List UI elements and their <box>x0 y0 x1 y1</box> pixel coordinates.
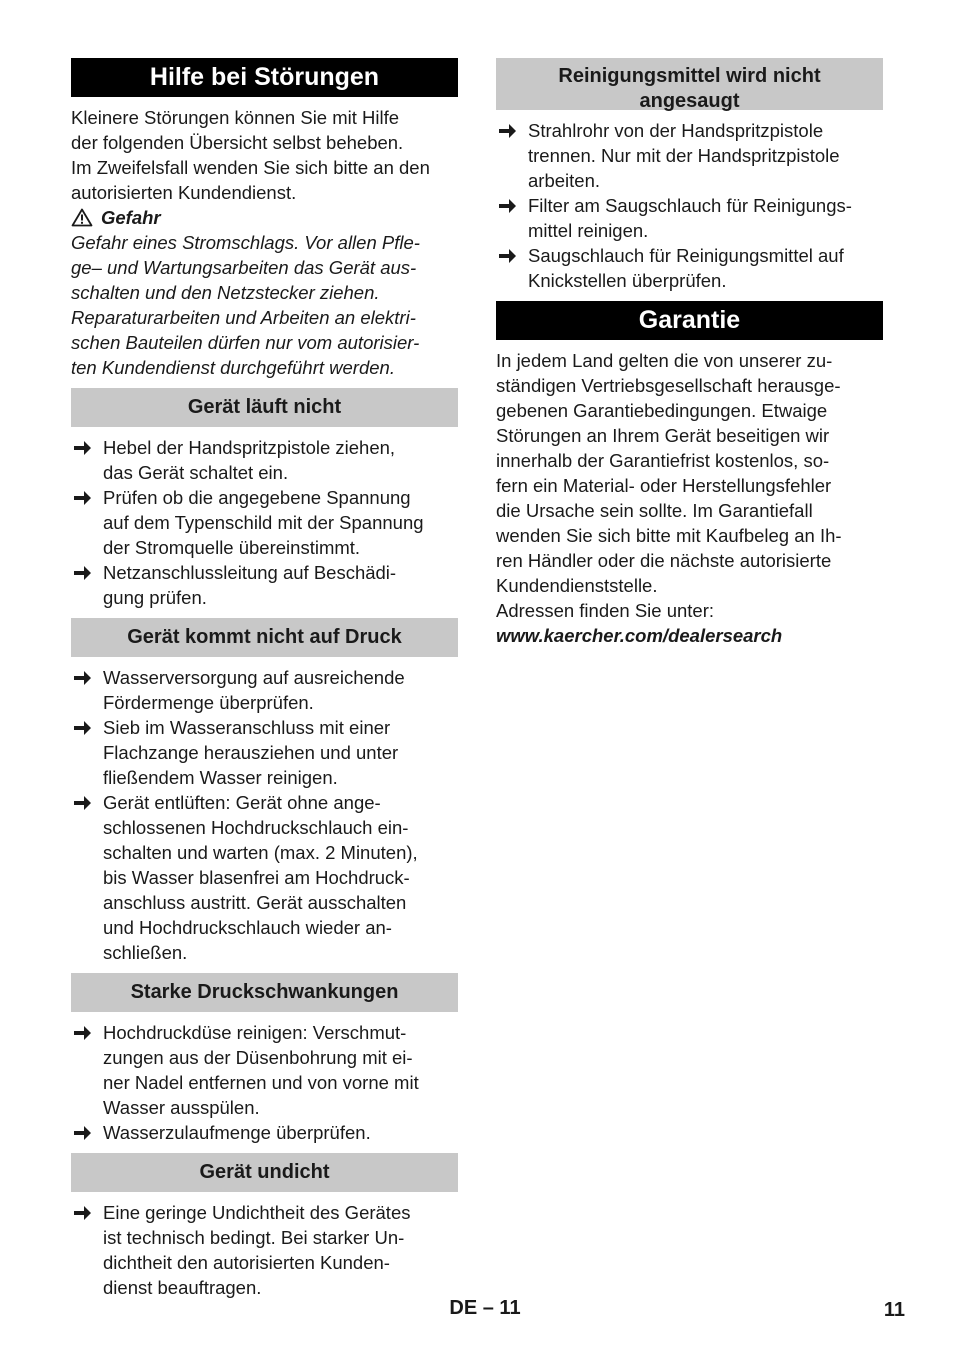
list-item <box>71 665 458 715</box>
warning-text <box>71 230 458 380</box>
list-item <box>496 193 883 243</box>
heading-line: angesaugt <box>639 90 740 112</box>
intro-line: autorisierten Kundendienst. <box>71 182 297 203</box>
warning-line: ge– und Wartungsarbeiten das Gerät aus- <box>71 257 417 278</box>
heading-geraet-kommt-nicht-auf-druck: Gerät kommt nicht auf Druck <box>71 618 458 657</box>
intro-line: Kleinere Störungen können Sie mit Hilfe <box>71 107 400 128</box>
item-line: schlossenen Hochdruckschlauch ein- <box>103 817 409 838</box>
garantie-line: Störungen an Ihrem Gerät beseitigen wir <box>496 425 830 446</box>
heading-line: Reinigungsmittel wird nicht <box>558 65 821 87</box>
list-starke-druckschwankungen <box>71 1020 458 1145</box>
arrow-right-icon <box>499 123 517 139</box>
item-line: gung prüfen. <box>103 587 207 608</box>
list-item <box>71 435 458 485</box>
dealersearch-link[interactable]: www.kaercher.com/dealersearch <box>496 625 783 646</box>
heading-geraet-laeuft-nicht: Gerät läuft nicht <box>71 388 458 427</box>
list-item <box>71 790 458 965</box>
item-line: Eine geringe Undichtheit des Gerätes <box>103 1202 411 1223</box>
garantie-line: Kundendienststelle. <box>496 575 658 596</box>
arrow-right-icon <box>74 720 92 736</box>
item-line: Knickstellen überprüfen. <box>528 270 727 291</box>
warning-line: schen Bauteilen dürfen nur vom autorisier- <box>71 332 420 353</box>
item-line: Wasser ausspülen. <box>103 1097 260 1118</box>
garantie-line: fern ein Material- oder Herstellungsfehler <box>496 475 832 496</box>
item-line: Wasserversorgung auf ausreichende <box>103 667 405 688</box>
item-line: zungen aus der Düsenbohrung mit ei- <box>103 1047 413 1068</box>
intro-line: Im Zweifelsfall wenden Sie sich bitte an den <box>71 157 430 178</box>
item-line: mittel reinigen. <box>528 220 649 241</box>
item-line: dienst beauftragen. <box>103 1277 262 1298</box>
warning-title <box>71 205 458 230</box>
right-column <box>496 58 883 648</box>
footer-label: DE – 11 <box>449 1297 521 1319</box>
heading-geraet-undicht: Gerät undicht <box>71 1153 458 1192</box>
list-geraet-laeuft-nicht <box>71 435 458 610</box>
warning-triangle-icon <box>71 208 93 227</box>
garantie-line: In jedem Land gelten die von unserer zu- <box>496 350 833 371</box>
warning-line: schalten und den Netzstecker ziehen. <box>71 282 380 303</box>
arrow-right-icon <box>74 670 92 686</box>
arrow-right-icon <box>499 248 517 264</box>
item-line: Gerät entlüften: Gerät ohne ange- <box>103 792 381 813</box>
intro-line: der folgenden Übersicht selbst beheben. <box>71 132 404 153</box>
arrow-right-icon <box>74 1205 92 1221</box>
garantie-line: innerhalb der Garantiefrist kostenlos, so- <box>496 450 830 471</box>
left-column <box>71 58 458 1300</box>
list-reinigungsmittel <box>496 118 883 293</box>
heading-hilfe-bei-stoerungen: Hilfe bei Störungen <box>71 58 458 97</box>
garantie-line: die Ursache sein sollte. Im Garantiefall <box>496 500 813 521</box>
warning-title-text: Gefahr <box>101 207 161 228</box>
arrow-right-icon <box>74 1025 92 1041</box>
list-item <box>71 485 458 560</box>
arrow-right-icon <box>74 565 92 581</box>
item-line: Flachzange herausziehen und unter <box>103 742 399 763</box>
item-line: das Gerät schaltet ein. <box>103 462 289 483</box>
item-line: Hebel der Handspritzpistole ziehen, <box>103 437 396 458</box>
warning-line: Gefahr eines Stromschlags. Vor allen Pfle- <box>71 232 420 253</box>
arrow-right-icon <box>74 795 92 811</box>
item-line: arbeiten. <box>528 170 600 191</box>
item-line: schließen. <box>103 942 188 963</box>
garantie-paragraph <box>496 348 883 598</box>
list-item <box>71 715 458 790</box>
item-line: und Hochdruckschlauch wieder an- <box>103 917 392 938</box>
list-item <box>496 243 883 293</box>
arrow-right-icon <box>74 440 92 456</box>
item-line: Fördermenge überprüfen. <box>103 692 314 713</box>
item-line: Sieb im Wasseranschluss mit einer <box>103 717 391 738</box>
garantie-line: ren Händler oder die nächste autorisierte <box>496 550 832 571</box>
item-line: ist technisch bedingt. Bei starker Un- <box>103 1227 405 1248</box>
item-line: der Stromquelle übereinstimmt. <box>103 537 361 558</box>
item-line: bis Wasser blasenfrei am Hochdruck- <box>103 867 410 888</box>
list-geraet-undicht <box>71 1200 458 1300</box>
list-item <box>71 1200 458 1300</box>
item-line: Prüfen ob die angegebene Spannung <box>103 487 411 508</box>
warning-line: ten Kundendienst durchgeführt werden. <box>71 357 395 378</box>
item-line: fließendem Wasser reinigen. <box>103 767 338 788</box>
item-line: Netzanschlussleitung auf Beschädi- <box>103 562 397 583</box>
list-item <box>496 118 883 193</box>
item-line: dichtheit den autorisierten Kunden- <box>103 1252 390 1273</box>
item-line: anschluss austritt. Gerät ausschalten <box>103 892 407 913</box>
garantie-line: ständigen Vertriebsgesellschaft herausge- <box>496 375 841 396</box>
address-label: Adressen finden Sie unter: <box>496 600 715 621</box>
item-line: Strahlrohr von der Handspritzpistole <box>528 120 824 141</box>
item-line: Wasserzulaufmenge überprüfen. <box>103 1122 371 1143</box>
item-line: Saugschlauch für Reinigungsmittel auf <box>528 245 844 266</box>
item-line: auf dem Typenschild mit der Spannung <box>103 512 424 533</box>
heading-reinigungsmittel-wird-nicht-angesaugt <box>496 58 883 110</box>
arrow-right-icon <box>499 198 517 214</box>
warning-line: Reparaturarbeiten und Arbeiten an elektri- <box>71 307 416 328</box>
arrow-right-icon <box>74 1125 92 1141</box>
item-line: ner Nadel entfernen und von vorne mit <box>103 1072 419 1093</box>
item-line: Filter am Saugschlauch für Reinigungs- <box>528 195 852 216</box>
item-line: schalten und warten (max. 2 Minuten), <box>103 842 418 863</box>
heading-garantie: Garantie <box>496 301 883 340</box>
item-line: Hochdruckdüse reinigen: Verschmut- <box>103 1022 407 1043</box>
arrow-right-icon <box>74 490 92 506</box>
list-item <box>71 1120 458 1145</box>
page-number: 11 <box>883 1299 905 1321</box>
garantie-line: gebenen Garantiebedingungen. Etwaige <box>496 400 828 421</box>
list-item <box>71 1020 458 1120</box>
heading-starke-druckschwankungen: Starke Druckschwankungen <box>71 973 458 1012</box>
intro-paragraph <box>71 105 458 205</box>
item-line: trennen. Nur mit der Handspritzpistole <box>528 145 840 166</box>
list-item <box>71 560 458 610</box>
garantie-line: wenden Sie sich bitte mit Kaufbeleg an Ih- <box>496 525 842 546</box>
list-geraet-kommt-nicht-auf-druck <box>71 665 458 965</box>
